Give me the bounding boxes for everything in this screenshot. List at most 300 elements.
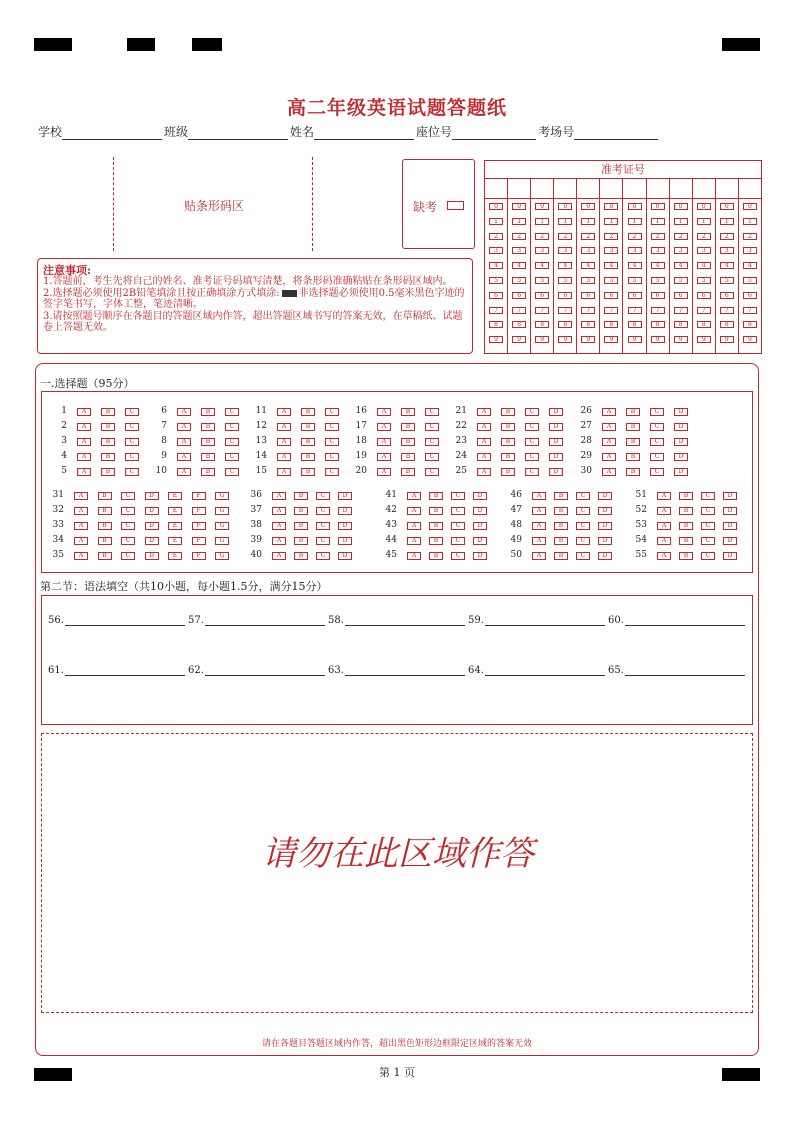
exam-digit-bubble[interactable]: 8 [674, 321, 688, 328]
exam-digit-bubble[interactable]: 3 [628, 247, 642, 254]
exam-digit-bubble[interactable]: 8 [489, 321, 503, 328]
exam-digit-bubble[interactable]: 1 [651, 218, 665, 225]
exam-digit-bubble[interactable]: 1 [628, 218, 642, 225]
option-bubble[interactable]: C [525, 408, 539, 416]
exam-id-write-box[interactable] [716, 179, 738, 199]
exam-digit-bubble[interactable]: 3 [581, 247, 595, 254]
option-bubble[interactable]: B [401, 408, 415, 416]
option-bubble[interactable]: A [272, 522, 286, 530]
option-bubble[interactable]: B [294, 522, 308, 530]
exam-digit-bubble[interactable]: 9 [604, 336, 618, 343]
option-bubble[interactable]: D [598, 552, 612, 560]
exam-digit-bubble[interactable]: 5 [535, 277, 549, 284]
exam-digit-bubble[interactable]: 4 [720, 262, 734, 269]
option-bubble[interactable]: B [98, 522, 112, 530]
option-bubble[interactable]: B [501, 468, 515, 476]
option-bubble[interactable]: B [401, 453, 415, 461]
option-bubble[interactable]: D [145, 507, 159, 515]
option-bubble[interactable]: G [215, 492, 229, 500]
option-bubble[interactable]: C [316, 492, 330, 500]
exam-digit-bubble[interactable]: 8 [558, 321, 572, 328]
exam-digit-bubble[interactable]: 7 [720, 307, 734, 314]
option-bubble[interactable]: D [338, 492, 352, 500]
option-bubble[interactable]: B [501, 438, 515, 446]
option-bubble[interactable]: B [101, 468, 115, 476]
exam-digit-bubble[interactable]: 5 [581, 277, 595, 284]
option-bubble[interactable]: C [576, 522, 590, 530]
option-bubble[interactable]: A [532, 522, 546, 530]
option-bubble[interactable]: A [657, 507, 671, 515]
option-bubble[interactable]: A [177, 468, 191, 476]
option-bubble[interactable]: C [576, 507, 590, 515]
option-bubble[interactable]: B [201, 468, 215, 476]
option-bubble[interactable]: B [626, 453, 640, 461]
option-bubble[interactable]: C [451, 537, 465, 545]
option-bubble[interactable]: D [473, 507, 487, 515]
exam-digit-bubble[interactable]: 3 [674, 247, 688, 254]
exam-digit-bubble[interactable]: 9 [581, 336, 595, 343]
option-bubble[interactable]: F [192, 552, 206, 560]
option-bubble[interactable]: D [549, 438, 563, 446]
option-bubble[interactable]: C [125, 438, 139, 446]
exam-digit-bubble[interactable]: 3 [743, 247, 757, 254]
option-bubble[interactable]: A [177, 438, 191, 446]
option-bubble[interactable]: B [679, 492, 693, 500]
option-bubble[interactable]: C [650, 468, 664, 476]
exam-digit-bubble[interactable]: 5 [489, 277, 503, 284]
exam-digit-bubble[interactable]: 0 [743, 203, 757, 210]
option-bubble[interactable]: B [501, 408, 515, 416]
exam-digit-bubble[interactable]: 4 [697, 262, 711, 269]
option-bubble[interactable]: B [554, 537, 568, 545]
option-bubble[interactable]: B [554, 507, 568, 515]
option-bubble[interactable]: C [125, 453, 139, 461]
option-bubble[interactable]: C [125, 468, 139, 476]
exam-digit-bubble[interactable]: 6 [743, 292, 757, 299]
exam-digit-bubble[interactable]: 0 [697, 203, 711, 210]
exam-digit-bubble[interactable]: 8 [628, 321, 642, 328]
option-bubble[interactable]: C [316, 552, 330, 560]
option-bubble[interactable]: F [192, 537, 206, 545]
exam-digit-bubble[interactable]: 3 [651, 247, 665, 254]
absent-checkbox[interactable] [447, 201, 464, 210]
option-bubble[interactable]: D [338, 507, 352, 515]
exam-digit-bubble[interactable]: 6 [489, 292, 503, 299]
option-bubble[interactable]: C [225, 423, 239, 431]
exam-digit-bubble[interactable]: 1 [720, 218, 734, 225]
exam-id-write-box[interactable] [508, 179, 530, 199]
exam-digit-bubble[interactable]: 6 [697, 292, 711, 299]
exam-digit-bubble[interactable]: 2 [720, 233, 734, 240]
exam-digit-bubble[interactable]: 2 [674, 233, 688, 240]
exam-digit-bubble[interactable]: 9 [697, 336, 711, 343]
exam-digit-bubble[interactable]: 6 [581, 292, 595, 299]
option-bubble[interactable]: C [451, 552, 465, 560]
option-bubble[interactable]: C [316, 522, 330, 530]
option-bubble[interactable]: F [192, 492, 206, 500]
exam-digit-bubble[interactable]: 6 [628, 292, 642, 299]
option-bubble[interactable]: B [301, 423, 315, 431]
option-bubble[interactable]: B [101, 423, 115, 431]
option-bubble[interactable]: A [272, 492, 286, 500]
option-bubble[interactable]: B [101, 438, 115, 446]
option-bubble[interactable]: B [429, 522, 443, 530]
exam-digit-bubble[interactable]: 1 [674, 218, 688, 225]
exam-digit-bubble[interactable]: 1 [604, 218, 618, 225]
option-bubble[interactable]: A [477, 453, 491, 461]
info-blank-line[interactable] [314, 128, 414, 140]
option-bubble[interactable]: G [215, 507, 229, 515]
option-bubble[interactable]: B [679, 537, 693, 545]
option-bubble[interactable]: B [501, 453, 515, 461]
option-bubble[interactable]: A [177, 408, 191, 416]
exam-digit-bubble[interactable]: 9 [720, 336, 734, 343]
option-bubble[interactable]: C [325, 468, 339, 476]
exam-digit-bubble[interactable]: 4 [674, 262, 688, 269]
exam-digit-bubble[interactable]: 8 [581, 321, 595, 328]
option-bubble[interactable]: A [277, 423, 291, 431]
option-bubble[interactable]: D [145, 552, 159, 560]
option-bubble[interactable]: C [121, 507, 135, 515]
option-bubble[interactable]: D [549, 468, 563, 476]
option-bubble[interactable]: B [626, 408, 640, 416]
exam-digit-bubble[interactable]: 4 [604, 262, 618, 269]
option-bubble[interactable]: A [532, 537, 546, 545]
option-bubble[interactable]: A [74, 507, 88, 515]
exam-digit-bubble[interactable]: 4 [489, 262, 503, 269]
option-bubble[interactable]: B [429, 552, 443, 560]
exam-id-write-box[interactable] [554, 179, 576, 199]
option-bubble[interactable]: A [477, 408, 491, 416]
exam-digit-bubble[interactable]: 3 [489, 247, 503, 254]
option-bubble[interactable]: A [407, 537, 421, 545]
option-bubble[interactable]: D [338, 537, 352, 545]
option-bubble[interactable]: A [657, 552, 671, 560]
exam-digit-bubble[interactable]: 7 [628, 307, 642, 314]
exam-digit-bubble[interactable]: 3 [512, 247, 526, 254]
info-blank-line[interactable] [452, 128, 536, 140]
option-bubble[interactable]: B [679, 522, 693, 530]
exam-digit-bubble[interactable]: 4 [651, 262, 665, 269]
option-bubble[interactable]: B [201, 438, 215, 446]
exam-digit-bubble[interactable]: 9 [651, 336, 665, 343]
option-bubble[interactable]: E [168, 492, 182, 500]
option-bubble[interactable]: A [477, 423, 491, 431]
option-bubble[interactable]: C [325, 453, 339, 461]
option-bubble[interactable]: C [121, 552, 135, 560]
option-bubble[interactable]: C [121, 522, 135, 530]
exam-digit-bubble[interactable]: 6 [720, 292, 734, 299]
exam-digit-bubble[interactable]: 9 [489, 336, 503, 343]
option-bubble[interactable]: A [602, 408, 616, 416]
exam-digit-bubble[interactable]: 5 [604, 277, 618, 284]
option-bubble[interactable]: A [272, 507, 286, 515]
option-bubble[interactable]: B [401, 468, 415, 476]
option-bubble[interactable]: D [473, 522, 487, 530]
fill-blank-line[interactable] [345, 615, 465, 626]
option-bubble[interactable]: F [192, 507, 206, 515]
option-bubble[interactable]: A [77, 408, 91, 416]
exam-digit-bubble[interactable]: 2 [697, 233, 711, 240]
option-bubble[interactable]: A [377, 453, 391, 461]
exam-digit-bubble[interactable]: 8 [651, 321, 665, 328]
option-bubble[interactable]: A [657, 537, 671, 545]
exam-id-write-box[interactable] [600, 179, 622, 199]
option-bubble[interactable]: G [215, 537, 229, 545]
exam-digit-bubble[interactable]: 4 [628, 262, 642, 269]
fill-blank-line[interactable] [625, 665, 745, 676]
option-bubble[interactable]: C [425, 468, 439, 476]
option-bubble[interactable]: A [532, 552, 546, 560]
exam-digit-bubble[interactable]: 3 [697, 247, 711, 254]
option-bubble[interactable]: A [602, 468, 616, 476]
info-blank-line[interactable] [574, 128, 658, 140]
option-bubble[interactable]: E [168, 537, 182, 545]
exam-digit-bubble[interactable]: 9 [512, 336, 526, 343]
fill-blank-line[interactable] [485, 615, 605, 626]
fill-blank-line[interactable] [485, 665, 605, 676]
option-bubble[interactable]: D [473, 537, 487, 545]
exam-digit-bubble[interactable]: 4 [512, 262, 526, 269]
exam-id-write-box[interactable] [485, 179, 507, 199]
option-bubble[interactable]: A [77, 468, 91, 476]
option-bubble[interactable]: B [301, 408, 315, 416]
exam-digit-bubble[interactable]: 0 [489, 203, 503, 210]
exam-digit-bubble[interactable]: 9 [674, 336, 688, 343]
option-bubble[interactable]: D [338, 552, 352, 560]
exam-digit-bubble[interactable]: 2 [581, 233, 595, 240]
option-bubble[interactable]: D [598, 507, 612, 515]
option-bubble[interactable]: C [121, 537, 135, 545]
option-bubble[interactable]: A [407, 522, 421, 530]
option-bubble[interactable]: B [201, 408, 215, 416]
option-bubble[interactable]: C [701, 492, 715, 500]
option-bubble[interactable]: C [225, 438, 239, 446]
exam-id-write-box[interactable] [623, 179, 645, 199]
option-bubble[interactable]: A [407, 507, 421, 515]
option-bubble[interactable]: B [554, 552, 568, 560]
option-bubble[interactable]: D [549, 453, 563, 461]
exam-digit-bubble[interactable]: 8 [720, 321, 734, 328]
option-bubble[interactable]: A [602, 423, 616, 431]
option-bubble[interactable]: A [74, 492, 88, 500]
exam-digit-bubble[interactable]: 7 [604, 307, 618, 314]
option-bubble[interactable]: B [501, 423, 515, 431]
option-bubble[interactable]: A [532, 492, 546, 500]
option-bubble[interactable]: C [451, 522, 465, 530]
option-bubble[interactable]: B [429, 507, 443, 515]
exam-digit-bubble[interactable]: 0 [674, 203, 688, 210]
exam-digit-bubble[interactable]: 5 [558, 277, 572, 284]
option-bubble[interactable]: E [168, 507, 182, 515]
option-bubble[interactable]: A [277, 453, 291, 461]
exam-digit-bubble[interactable]: 7 [558, 307, 572, 314]
exam-digit-bubble[interactable]: 0 [535, 203, 549, 210]
exam-digit-bubble[interactable]: 2 [535, 233, 549, 240]
option-bubble[interactable]: A [657, 522, 671, 530]
option-bubble[interactable]: B [98, 507, 112, 515]
option-bubble[interactable]: E [168, 552, 182, 560]
exam-digit-bubble[interactable]: 1 [512, 218, 526, 225]
option-bubble[interactable]: C [425, 423, 439, 431]
option-bubble[interactable]: D [549, 423, 563, 431]
option-bubble[interactable]: C [451, 507, 465, 515]
exam-digit-bubble[interactable]: 1 [581, 218, 595, 225]
exam-digit-bubble[interactable]: 0 [604, 203, 618, 210]
option-bubble[interactable]: B [679, 552, 693, 560]
option-bubble[interactable]: G [215, 522, 229, 530]
option-bubble[interactable]: C [576, 537, 590, 545]
option-bubble[interactable]: B [401, 438, 415, 446]
info-blank-line[interactable] [62, 128, 162, 140]
exam-digit-bubble[interactable]: 6 [674, 292, 688, 299]
exam-digit-bubble[interactable]: 1 [697, 218, 711, 225]
exam-digit-bubble[interactable]: 4 [558, 262, 572, 269]
exam-digit-bubble[interactable]: 6 [651, 292, 665, 299]
exam-id-write-box[interactable] [577, 179, 599, 199]
option-bubble[interactable]: D [723, 507, 737, 515]
exam-digit-bubble[interactable]: 7 [535, 307, 549, 314]
option-bubble[interactable]: C [576, 492, 590, 500]
option-bubble[interactable]: B [626, 468, 640, 476]
option-bubble[interactable]: G [215, 552, 229, 560]
exam-digit-bubble[interactable]: 1 [743, 218, 757, 225]
exam-digit-bubble[interactable]: 3 [720, 247, 734, 254]
option-bubble[interactable]: A [407, 552, 421, 560]
exam-digit-bubble[interactable]: 5 [743, 277, 757, 284]
option-bubble[interactable]: A [407, 492, 421, 500]
exam-digit-bubble[interactable]: 3 [558, 247, 572, 254]
option-bubble[interactable]: A [657, 492, 671, 500]
exam-digit-bubble[interactable]: 9 [558, 336, 572, 343]
option-bubble[interactable]: C [225, 468, 239, 476]
option-bubble[interactable]: D [598, 492, 612, 500]
option-bubble[interactable]: B [626, 438, 640, 446]
option-bubble[interactable]: B [201, 423, 215, 431]
option-bubble[interactable]: C [125, 408, 139, 416]
option-bubble[interactable]: A [177, 423, 191, 431]
option-bubble[interactable]: D [723, 537, 737, 545]
option-bubble[interactable]: B [98, 537, 112, 545]
info-blank-line[interactable] [188, 128, 288, 140]
exam-digit-bubble[interactable]: 2 [604, 233, 618, 240]
fill-blank-line[interactable] [345, 665, 465, 676]
option-bubble[interactable]: E [168, 522, 182, 530]
fill-blank-line[interactable] [205, 615, 325, 626]
option-bubble[interactable]: D [549, 408, 563, 416]
option-bubble[interactable]: C [121, 492, 135, 500]
option-bubble[interactable]: C [316, 537, 330, 545]
option-bubble[interactable]: D [723, 552, 737, 560]
exam-digit-bubble[interactable]: 2 [651, 233, 665, 240]
option-bubble[interactable]: D [674, 423, 688, 431]
option-bubble[interactable]: D [145, 492, 159, 500]
option-bubble[interactable]: A [77, 423, 91, 431]
exam-id-write-box[interactable] [647, 179, 669, 199]
option-bubble[interactable]: C [225, 408, 239, 416]
option-bubble[interactable]: A [277, 438, 291, 446]
option-bubble[interactable]: B [294, 492, 308, 500]
exam-digit-bubble[interactable]: 7 [581, 307, 595, 314]
option-bubble[interactable]: A [602, 453, 616, 461]
option-bubble[interactable]: C [701, 522, 715, 530]
option-bubble[interactable]: B [429, 492, 443, 500]
option-bubble[interactable]: B [429, 537, 443, 545]
exam-digit-bubble[interactable]: 7 [651, 307, 665, 314]
option-bubble[interactable]: A [477, 438, 491, 446]
option-bubble[interactable]: C [701, 552, 715, 560]
exam-digit-bubble[interactable]: 0 [628, 203, 642, 210]
exam-id-write-box[interactable] [531, 179, 553, 199]
option-bubble[interactable]: B [294, 552, 308, 560]
option-bubble[interactable]: D [598, 537, 612, 545]
option-bubble[interactable]: C [650, 438, 664, 446]
exam-digit-bubble[interactable]: 2 [558, 233, 572, 240]
exam-digit-bubble[interactable]: 2 [743, 233, 757, 240]
option-bubble[interactable]: A [377, 408, 391, 416]
option-bubble[interactable]: A [77, 438, 91, 446]
option-bubble[interactable]: C [325, 438, 339, 446]
option-bubble[interactable]: A [532, 507, 546, 515]
exam-digit-bubble[interactable]: 2 [489, 233, 503, 240]
option-bubble[interactable]: C [316, 507, 330, 515]
option-bubble[interactable]: D [473, 552, 487, 560]
option-bubble[interactable]: A [477, 468, 491, 476]
option-bubble[interactable]: B [98, 552, 112, 560]
option-bubble[interactable]: C [451, 492, 465, 500]
exam-digit-bubble[interactable]: 9 [628, 336, 642, 343]
fill-blank-line[interactable] [65, 615, 185, 626]
option-bubble[interactable]: B [401, 423, 415, 431]
exam-digit-bubble[interactable]: 5 [674, 277, 688, 284]
option-bubble[interactable]: B [101, 453, 115, 461]
exam-digit-bubble[interactable]: 3 [604, 247, 618, 254]
exam-digit-bubble[interactable]: 1 [558, 218, 572, 225]
exam-digit-bubble[interactable]: 6 [512, 292, 526, 299]
option-bubble[interactable]: A [74, 522, 88, 530]
exam-digit-bubble[interactable]: 7 [512, 307, 526, 314]
option-bubble[interactable]: A [272, 537, 286, 545]
exam-digit-bubble[interactable]: 6 [604, 292, 618, 299]
option-bubble[interactable]: A [77, 453, 91, 461]
option-bubble[interactable]: C [525, 453, 539, 461]
exam-digit-bubble[interactable]: 7 [674, 307, 688, 314]
option-bubble[interactable]: A [74, 552, 88, 560]
exam-digit-bubble[interactable]: 2 [512, 233, 526, 240]
option-bubble[interactable]: C [125, 423, 139, 431]
option-bubble[interactable]: B [626, 423, 640, 431]
exam-digit-bubble[interactable]: 7 [743, 307, 757, 314]
option-bubble[interactable]: A [177, 453, 191, 461]
option-bubble[interactable]: B [679, 507, 693, 515]
exam-digit-bubble[interactable]: 2 [628, 233, 642, 240]
exam-digit-bubble[interactable]: 5 [651, 277, 665, 284]
exam-digit-bubble[interactable]: 8 [697, 321, 711, 328]
option-bubble[interactable]: B [301, 453, 315, 461]
option-bubble[interactable]: C [525, 468, 539, 476]
exam-digit-bubble[interactable]: 5 [720, 277, 734, 284]
exam-digit-bubble[interactable]: 8 [512, 321, 526, 328]
exam-digit-bubble[interactable]: 6 [558, 292, 572, 299]
option-bubble[interactable]: B [201, 453, 215, 461]
exam-digit-bubble[interactable]: 4 [581, 262, 595, 269]
option-bubble[interactable]: B [294, 507, 308, 515]
fill-blank-line[interactable] [205, 665, 325, 676]
option-bubble[interactable]: A [377, 423, 391, 431]
option-bubble[interactable]: D [473, 492, 487, 500]
option-bubble[interactable]: A [74, 537, 88, 545]
exam-digit-bubble[interactable]: 7 [489, 307, 503, 314]
